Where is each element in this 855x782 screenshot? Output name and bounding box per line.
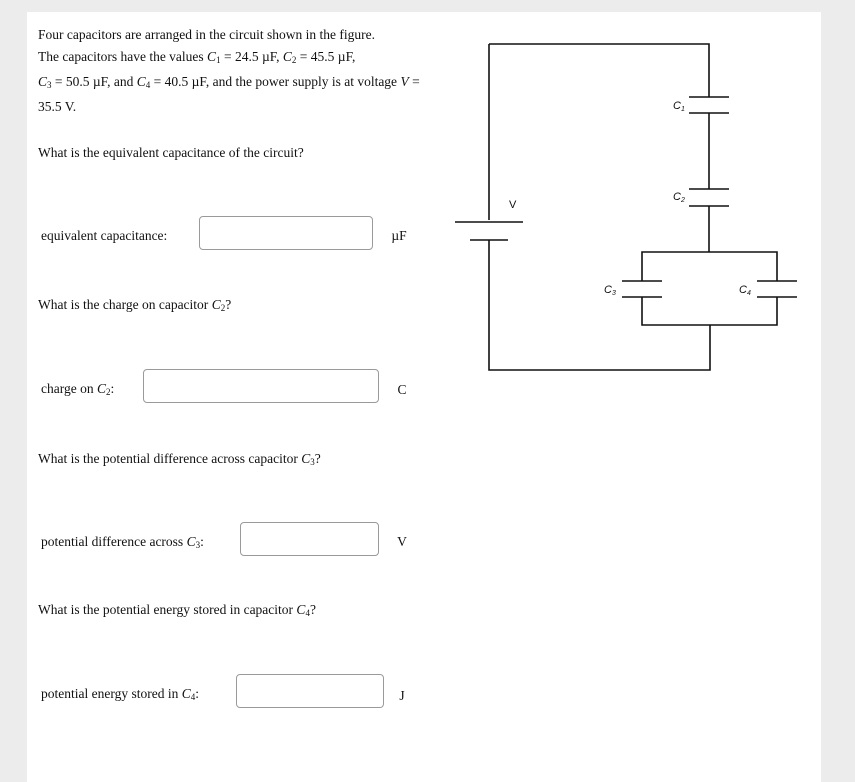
c1-label: C1 <box>673 100 685 113</box>
question-equivalent-capacitance: What is the equivalent capacitance of the circuit? <box>38 145 304 160</box>
c1-value: 24.5 µF <box>234 49 277 64</box>
potential-difference-c3-unit: V <box>397 534 407 549</box>
equivalent-capacitance-unit: µF <box>391 228 407 243</box>
potential-energy-c4-label: potential energy stored in $C_4$: <box>41 686 199 702</box>
question-potential-difference-c3: What is the potential difference across capacitor $C_3$? <box>38 451 321 467</box>
battery-label: V <box>509 199 517 211</box>
voltage-value: 35.5 V <box>38 99 73 114</box>
wire-parallel-bottom <box>642 297 777 325</box>
charge-c2-label: charge on $C_2$: <box>41 381 115 397</box>
intro-line-2: The capacitors have the values $C_1 = 24.5$ µF, $C_2 = 45.5$ µF, <box>38 49 356 65</box>
potential-difference-c3-label: potential difference across $C_3$: <box>41 534 204 550</box>
intro-line-3: $C_3 = 50.5$ µF, and $C_4 = 40.5$ µF, and the power supply is at voltage V = 35.5 V. <box>38 74 420 114</box>
wire-parallel-top <box>642 252 777 281</box>
wire-outer-top <box>489 44 709 97</box>
c2-value: 45.5 µF <box>310 49 353 64</box>
wire-left-bottom <box>489 240 710 370</box>
question-potential-energy-c4: What is the potential energy stored in capacitor $C_4$? <box>38 602 316 618</box>
c3-label: C3 <box>604 284 616 297</box>
charge-c2-unit: C <box>397 382 407 397</box>
intro-line-1: Four capacitors are arranged in the circuit shown in the figure. <box>38 27 375 42</box>
potential-energy-c4-unit: J <box>399 688 405 703</box>
c4-value: 40.5 µF <box>164 74 206 89</box>
c4-label: C4 <box>739 284 751 297</box>
c2-label: C2 <box>673 191 685 204</box>
question-charge-c2: What is the charge on capacitor $C_2$? <box>38 297 232 313</box>
c3-value: 50.5 µF <box>65 74 108 89</box>
equivalent-capacitance-label: equivalent capacitance: <box>41 228 168 243</box>
